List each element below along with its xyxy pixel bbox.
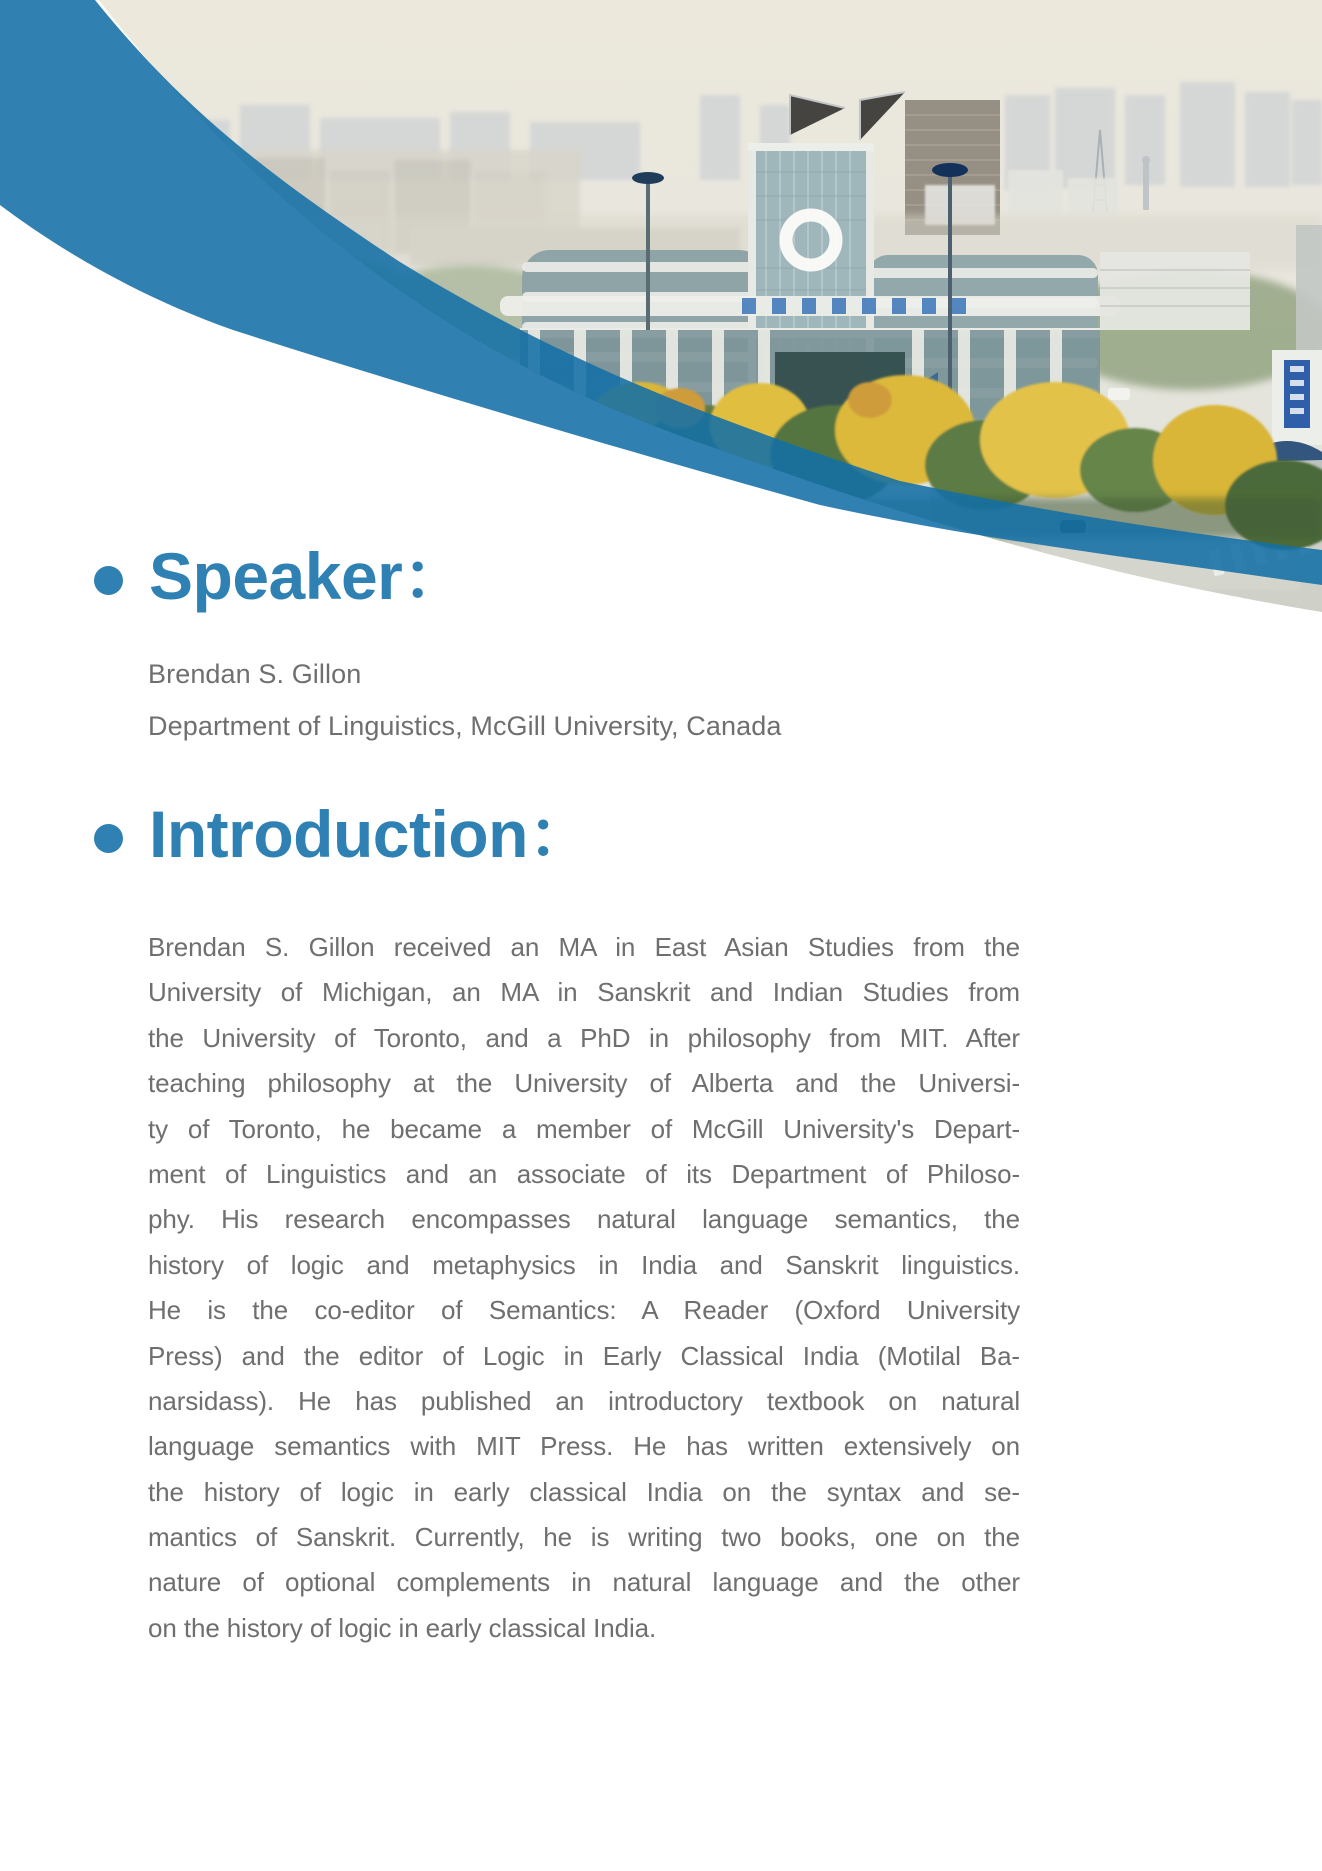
introduction-paragraph [148, 925, 1020, 1651]
bullet-dot [94, 566, 123, 595]
paragraph-line: mantics of Sanskrit. Currently, he is writing two books, one on the [148, 1522, 1020, 1553]
paragraph-line: language semantics with MIT Press. He has written extensively on [148, 1431, 1020, 1462]
paragraph-line: Press) and the editor of Logic in Early Classical India (Motilal Ba- [148, 1340, 1020, 1371]
introduction-section-heading [94, 797, 594, 871]
white-car [1108, 388, 1130, 400]
speaker-details [148, 648, 781, 752]
paragraph-line: ty of Toronto, he became a member of McGill University's Depart- [148, 1113, 1020, 1144]
speaker-section-heading [94, 539, 468, 613]
paragraph-line: nature of optional complements in natural language and the other [148, 1567, 1020, 1598]
paragraph-line: the University of Toronto, and a PhD in philosophy from MIT. After [148, 1022, 1020, 1053]
spire [1142, 156, 1150, 210]
paragraph-line: narsidass). He has published an introductory textbook on natural [148, 1385, 1020, 1416]
paragraph-line: phy. His research encompasses natural language semantics, the [148, 1204, 1020, 1235]
introduction-section-title: Introduction： [149, 797, 594, 871]
paragraph-line: the history of logic in early classical India on the syntax and se- [148, 1476, 1020, 1507]
header-photo [0, 0, 1322, 620]
paragraph-line: ment of Linguistics and an associate of its Department of Philoso- [148, 1158, 1020, 1189]
paragraph-line: Brendan S. Gillon received an MA in East Asian Studies from the [148, 932, 1020, 962]
bullet-dot [94, 824, 123, 853]
speaker-affiliation: Department of Linguistics, McGill University, Canada [148, 711, 782, 741]
speaker-name: Brendan S. Gillon [148, 659, 362, 689]
paragraph-line: on the history of logic in early classical India. [148, 1612, 657, 1643]
speaker-section-title: Speaker： [149, 539, 468, 613]
paragraph-line: He is the co-editor of Semantics: A Reader (Oxford University [148, 1295, 1020, 1326]
paragraph-line: teaching philosophy at the University of Alberta and the Universi- [148, 1068, 1020, 1099]
paragraph-line: history of logic and metaphysics in India and Sanskrit linguistics. [148, 1249, 1020, 1280]
paragraph-line: University of Michigan, an MA in Sanskrit and Indian Studies from [148, 977, 1020, 1008]
